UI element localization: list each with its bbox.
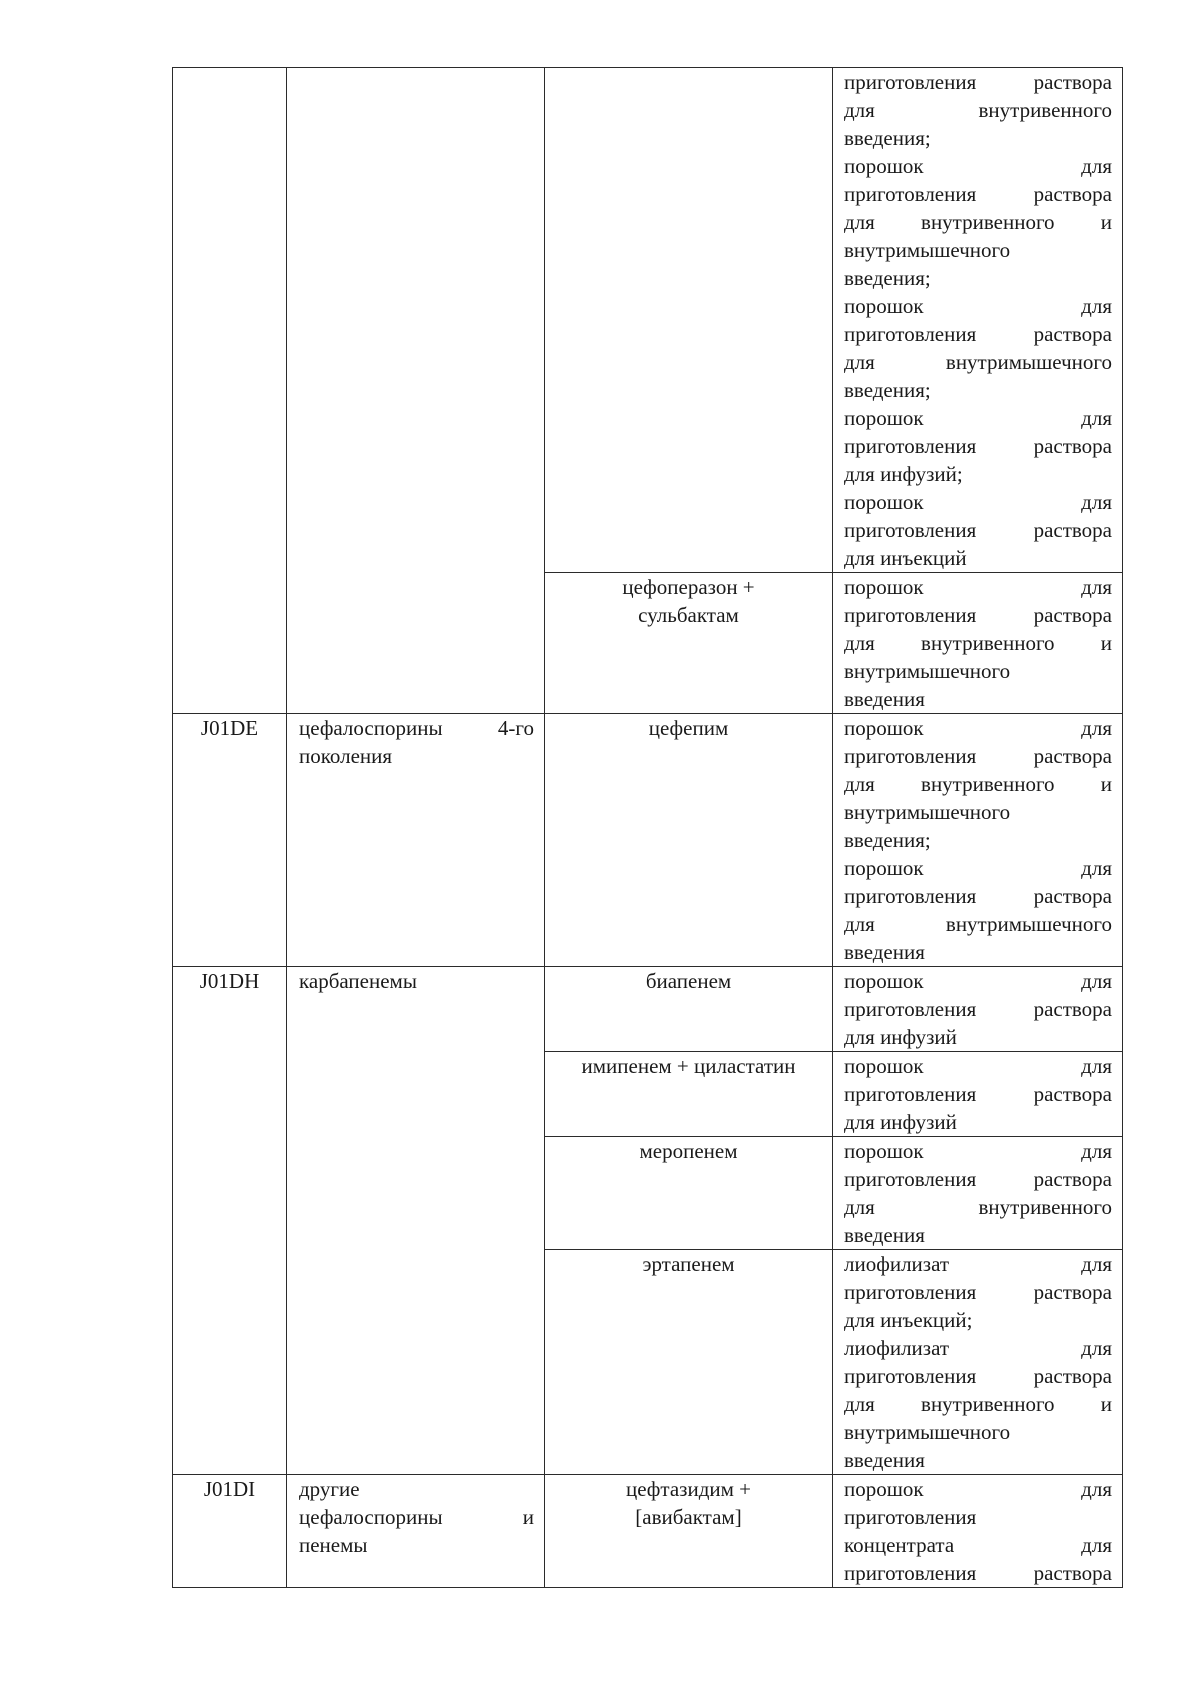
- drug-name: цефепим: [648, 716, 729, 740]
- dosage-form-word: для: [1081, 575, 1112, 599]
- dosage-form-word: внутривенного: [921, 1392, 1055, 1416]
- dosage-form-word: порошок: [844, 716, 924, 740]
- dosage-form-line: [844, 404, 1112, 432]
- dosage-form-word: внутривенного: [921, 631, 1055, 655]
- dosage-form-line: [844, 208, 1112, 236]
- dosage-form-word: приготовления: [844, 997, 977, 1021]
- dosage-form-word: порошок: [844, 294, 924, 318]
- dosage-form-word: раствора: [1033, 997, 1112, 1021]
- group-name-word: цефалоспорины: [299, 716, 443, 740]
- dosage-form-word: приготовления: [844, 1280, 977, 1304]
- code-cell: [173, 68, 287, 714]
- dosage-form-line: для инъекций;: [844, 1308, 973, 1332]
- dosage-form-cell: [833, 68, 1123, 573]
- dosage-form-line: [844, 1559, 1112, 1587]
- dosage-form-word: порошок: [844, 406, 924, 430]
- dosage-form-line: [844, 714, 1112, 742]
- drug-name: меропенем: [639, 1139, 738, 1163]
- dosage-form-word: для: [1081, 406, 1112, 430]
- group-name-word: цефалоспорины: [299, 1505, 443, 1529]
- dosage-form-word: раствора: [1033, 518, 1112, 542]
- dosage-form-cell: [833, 1137, 1123, 1250]
- atc-code: J01DH: [199, 969, 260, 993]
- dosage-form-word: приготовления: [844, 182, 977, 206]
- dosage-form-line: [844, 68, 1112, 96]
- dosage-form-word: раствора: [1033, 434, 1112, 458]
- dosage-form-line: введения: [844, 940, 925, 964]
- dosage-form-line: внутримышечного: [844, 659, 1011, 683]
- table-row: [173, 1475, 1123, 1588]
- dosage-form-cell: [833, 573, 1123, 714]
- dosage-form-line: [844, 573, 1112, 601]
- dosage-form-cell: [833, 1052, 1123, 1137]
- dosage-form-word: для: [1081, 856, 1112, 880]
- drug-name-cell: [545, 967, 833, 1052]
- dosage-form-word: лиофилизат: [844, 1336, 950, 1360]
- group-name-word: 4-го: [497, 716, 534, 740]
- atc-code: J01DI: [203, 1477, 256, 1501]
- atc-code-cell: [173, 1475, 287, 1588]
- atc-code: J01DE: [200, 716, 259, 740]
- dosage-form-word: порошок: [844, 154, 924, 178]
- dosage-form-word: внутримышечного: [945, 350, 1112, 374]
- dosage-form-word: для: [1081, 154, 1112, 178]
- drug-name-cell: [545, 1137, 833, 1250]
- dosage-form-line: [844, 488, 1112, 516]
- dosage-form-word: внутривенного: [978, 98, 1112, 122]
- dosage-form-word: для: [1081, 1336, 1112, 1360]
- dosage-form-word: приготовления: [844, 1364, 977, 1388]
- dosage-form-word: раствора: [1033, 182, 1112, 206]
- dosage-form-cell: [833, 1475, 1123, 1588]
- dosage-form-line: [844, 348, 1112, 376]
- dosage-form-word: для: [844, 631, 875, 655]
- dosage-form-line: [844, 629, 1112, 657]
- dosage-form-word: для: [844, 210, 875, 234]
- group-name-cell: [287, 714, 545, 967]
- atc-code-cell: [173, 967, 287, 1475]
- dosage-form-word: приготовления: [844, 1167, 977, 1191]
- dosage-form-word: и: [1100, 631, 1112, 655]
- dosage-form-word: порошок: [844, 490, 924, 514]
- dosage-form-line: [844, 1193, 1112, 1221]
- dosage-form-line: [844, 1052, 1112, 1080]
- dosage-form-word: раствора: [1033, 603, 1112, 627]
- dosage-form-line: введения: [844, 687, 925, 711]
- drug-name-cell: [545, 1052, 833, 1137]
- dosage-form-word: и: [1100, 772, 1112, 796]
- dosage-form-word: порошок: [844, 575, 924, 599]
- dosage-form-word: для: [844, 1195, 875, 1219]
- dosage-form-line: [844, 1080, 1112, 1108]
- dosage-form-word: раствора: [1033, 1561, 1112, 1585]
- dosage-form-word: раствора: [1033, 70, 1112, 94]
- dosage-form-line: приготовления: [844, 1505, 977, 1529]
- dosage-form-word: концентрата: [844, 1533, 955, 1557]
- group-name-line: [299, 714, 534, 742]
- table-row: [173, 967, 1123, 1052]
- dosage-form-word: для: [1081, 1477, 1112, 1501]
- drug-name: имипенем + циластатин: [581, 1054, 796, 1078]
- dosage-form-line: [844, 1362, 1112, 1390]
- dosage-form-line: [844, 432, 1112, 460]
- medication-table: [172, 67, 1123, 1588]
- dosage-form-line: для инфузий: [844, 1110, 957, 1134]
- group-name-line: карбапенемы: [299, 969, 417, 993]
- drug-name: цефоперазон + сульбактам: [622, 575, 755, 627]
- dosage-form-word: внутривенного: [921, 772, 1055, 796]
- dosage-form-word: внутривенного: [978, 1195, 1112, 1219]
- dosage-form-line: [844, 1137, 1112, 1165]
- dosage-form-cell: [833, 714, 1123, 967]
- drug-name: биапенем: [645, 969, 732, 993]
- dosage-form-word: для: [844, 772, 875, 796]
- dosage-form-word: для: [1081, 969, 1112, 993]
- drug-name-cell: [545, 1475, 833, 1588]
- dosage-form-line: для инъекций: [844, 546, 967, 570]
- dosage-form-line: [844, 742, 1112, 770]
- dosage-form-line: введения;: [844, 266, 931, 290]
- dosage-form-word: раствора: [1033, 1364, 1112, 1388]
- dosage-form-word: приготовления: [844, 70, 977, 94]
- group-name-line: поколения: [299, 744, 393, 768]
- dosage-form-line: [844, 180, 1112, 208]
- dosage-form-word: для: [1081, 716, 1112, 740]
- dosage-form-line: [844, 1531, 1112, 1559]
- dosage-form-line: [844, 854, 1112, 882]
- dosage-form-word: и: [1100, 210, 1112, 234]
- group-name-line: пенемы: [299, 1533, 368, 1557]
- dosage-form-line: введения;: [844, 126, 931, 150]
- dosage-form-line: [844, 152, 1112, 180]
- dosage-form-line: [844, 995, 1112, 1023]
- dosage-form-line: [844, 1165, 1112, 1193]
- dosage-form-word: приготовления: [844, 744, 977, 768]
- dosage-form-word: внутримышечного: [945, 912, 1112, 936]
- drug-name-cell: [545, 714, 833, 967]
- dosage-form-word: для: [1081, 1252, 1112, 1276]
- dosage-form-line: [844, 1475, 1112, 1503]
- dosage-form-word: для: [1081, 490, 1112, 514]
- dosage-form-word: порошок: [844, 1477, 924, 1501]
- dosage-form-word: для: [1081, 294, 1112, 318]
- dosage-form-word: и: [1100, 1392, 1112, 1416]
- table-body: [173, 68, 1123, 1588]
- dosage-form-word: приготовления: [844, 603, 977, 627]
- dosage-form-cell: [833, 967, 1123, 1052]
- dosage-form-word: для: [1081, 1139, 1112, 1163]
- dosage-form-line: [844, 1278, 1112, 1306]
- drug-name-cell: [545, 1250, 833, 1475]
- table-row: [173, 714, 1123, 967]
- dosage-form-word: приготовления: [844, 1082, 977, 1106]
- dosage-form-line: [844, 516, 1112, 544]
- dosage-form-word: приготовления: [844, 884, 977, 908]
- dosage-form-word: порошок: [844, 969, 924, 993]
- table-row: [173, 68, 1123, 573]
- drug-name-cell: [545, 573, 833, 714]
- atc-code-cell: [173, 714, 287, 967]
- dosage-form-line: для инфузий: [844, 1025, 957, 1049]
- dosage-form-line: [844, 1334, 1112, 1362]
- dosage-form-word: внутривенного: [921, 210, 1055, 234]
- dosage-form-line: [844, 601, 1112, 629]
- group-cell: [287, 68, 545, 714]
- group-name-line: [299, 1503, 534, 1531]
- drug-name: эртапенем: [642, 1252, 735, 1276]
- dosage-form-cell: [833, 1250, 1123, 1475]
- group-name-cell: [287, 1475, 545, 1588]
- group-name-line: другие: [299, 1477, 360, 1501]
- dosage-form-line: [844, 292, 1112, 320]
- dosage-form-word: порошок: [844, 856, 924, 880]
- dosage-form-line: введения: [844, 1448, 925, 1472]
- dosage-form-line: [844, 96, 1112, 124]
- drug-name-cell: [545, 68, 833, 573]
- dosage-form-line: [844, 910, 1112, 938]
- dosage-form-line: внутримышечного: [844, 1420, 1011, 1444]
- dosage-form-line: [844, 770, 1112, 798]
- dosage-form-word: приготовления: [844, 434, 977, 458]
- dosage-form-line: [844, 320, 1112, 348]
- dosage-form-word: для: [844, 350, 875, 374]
- dosage-form-line: внутримышечного: [844, 800, 1011, 824]
- dosage-form-line: [844, 1390, 1112, 1418]
- dosage-form-word: для: [1081, 1533, 1112, 1557]
- dosage-form-line: внутримышечного: [844, 238, 1011, 262]
- dosage-form-word: приготовления: [844, 322, 977, 346]
- dosage-form-word: раствора: [1033, 1280, 1112, 1304]
- dosage-form-word: приготовления: [844, 518, 977, 542]
- dosage-form-line: введения: [844, 1223, 925, 1247]
- dosage-form-word: раствора: [1033, 1082, 1112, 1106]
- dosage-form-line: введения;: [844, 378, 931, 402]
- dosage-form-line: для инфузий;: [844, 462, 963, 486]
- dosage-form-line: [844, 882, 1112, 910]
- dosage-form-word: раствора: [1033, 322, 1112, 346]
- dosage-form-word: порошок: [844, 1054, 924, 1078]
- drug-name: цефтазидим + [авибактам]: [625, 1477, 751, 1529]
- dosage-form-word: для: [1081, 1054, 1112, 1078]
- dosage-form-word: раствора: [1033, 884, 1112, 908]
- group-name-cell: [287, 967, 545, 1475]
- dosage-form-line: [844, 1250, 1112, 1278]
- dosage-form-word: приготовления: [844, 1561, 977, 1585]
- dosage-form-word: для: [844, 1392, 875, 1416]
- dosage-form-word: лиофилизат: [844, 1252, 950, 1276]
- group-name-word: и: [522, 1505, 534, 1529]
- dosage-form-line: [844, 967, 1112, 995]
- dosage-form-word: порошок: [844, 1139, 924, 1163]
- dosage-form-word: для: [844, 912, 875, 936]
- dosage-form-line: введения;: [844, 828, 931, 852]
- dosage-form-word: раствора: [1033, 744, 1112, 768]
- dosage-form-word: для: [844, 98, 875, 122]
- dosage-form-word: раствора: [1033, 1167, 1112, 1191]
